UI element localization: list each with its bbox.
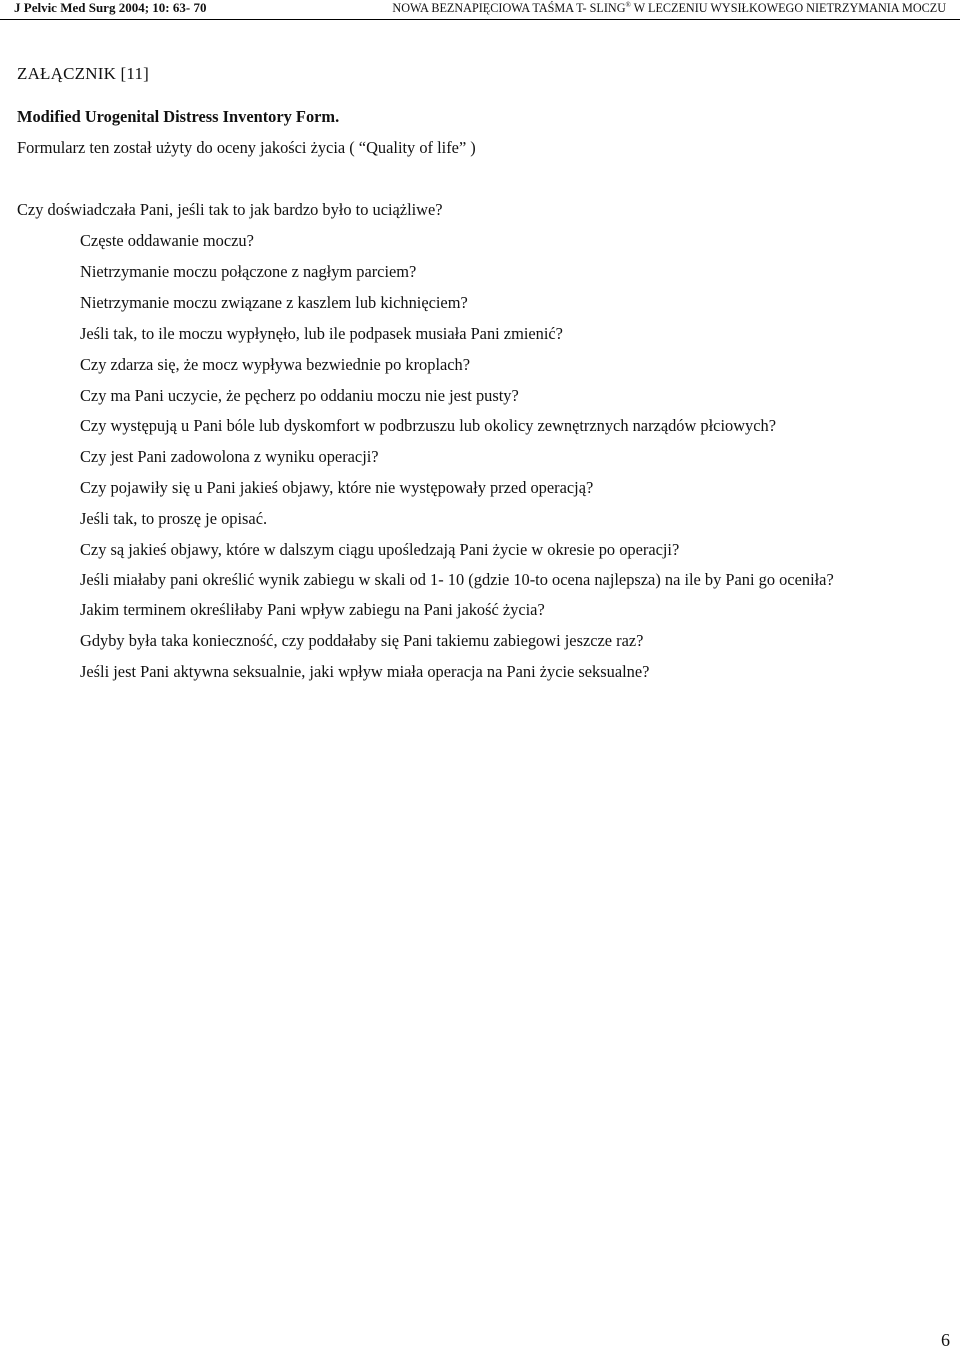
question-text: Jakim terminem określiłaby Pani wpływ zabiegu na Pani jakość życia?: [80, 600, 545, 619]
question-9-continuation: Jeśli tak, to proszę je opisać.: [80, 509, 268, 528]
question-text: Czy ma Pani uczycie, że pęcherz po oddaniu moczu nie jest pusty?: [80, 386, 519, 405]
registered-mark: ®: [625, 1, 631, 9]
question-text: Nietrzymanie moczu związane z kaszlem lub kichnięciem?: [80, 293, 468, 312]
question-text: Czy zdarza się, że mocz wypływa bezwiednie po kroplach?: [80, 355, 471, 374]
intro-question: Czy doświadczała Pani, jeśli tak to jak bardzo było to uciążliwe?: [17, 200, 443, 219]
page-number: 6: [941, 1330, 950, 1350]
journal-citation: J Pelvic Med Surg 2004; 10: 63- 70: [14, 0, 207, 15]
question-text: Nietrzymanie moczu połączone z nagłym parciem?: [80, 262, 417, 281]
question-text: Czy jest Pani zadowolona z wyniku operacji?: [80, 447, 379, 466]
header-rule: [0, 19, 960, 20]
article-title-part2: W LECZENIU WYSIŁKOWEGO NIETRZYMANIA MOCZU: [630, 1, 946, 15]
question-text: Gdyby była taka konieczność, czy poddałaby się Pani takiemu zabiegowi jeszcze raz?: [80, 631, 644, 650]
question-text: Częste oddawanie moczu?: [80, 231, 254, 250]
form-description: Formularz ten został użyty do oceny jakości życia ( “Quality of life” ): [17, 138, 476, 157]
article-title-header: [392, 1, 946, 16]
question-text: Czy występują u Pani bóle lub dyskomfort w podbrzuszu lub okolicy zewnętrznych narządów płciowych?: [80, 416, 776, 435]
annex-label: ZAŁĄCZNIK [11]: [17, 64, 150, 83]
question-text: Jeśli jest Pani aktywna seksualnie, jaki wpływ miała operacja na Pani życie seksualne?: [80, 662, 650, 681]
article-title-part1: NOWA BEZNAPIĘCIOWA TAŚMA T- SLING: [392, 1, 626, 15]
form-title: Modified Urogenital Distress Inventory Form.: [17, 107, 340, 126]
question-text: Jeśli miałaby pani określić wynik zabiegu w skali od 1- 10 (gdzie 10-to ocena najlepsza) na ile by Pani go oceniła?: [80, 570, 834, 589]
question-text: Jeśli tak, to ile moczu wypłynęło, lub ile podpasek musiała Pani zmienić?: [80, 324, 563, 343]
running-header: [0, 0, 960, 19]
question-text: Czy pojawiły się u Pani jakieś objawy, które nie występowały przed operacją?: [80, 478, 594, 497]
question-text: Czy są jakieś objawy, które w dalszym ciągu upośledzają Pani życie w okresie po operacji?: [80, 540, 680, 559]
